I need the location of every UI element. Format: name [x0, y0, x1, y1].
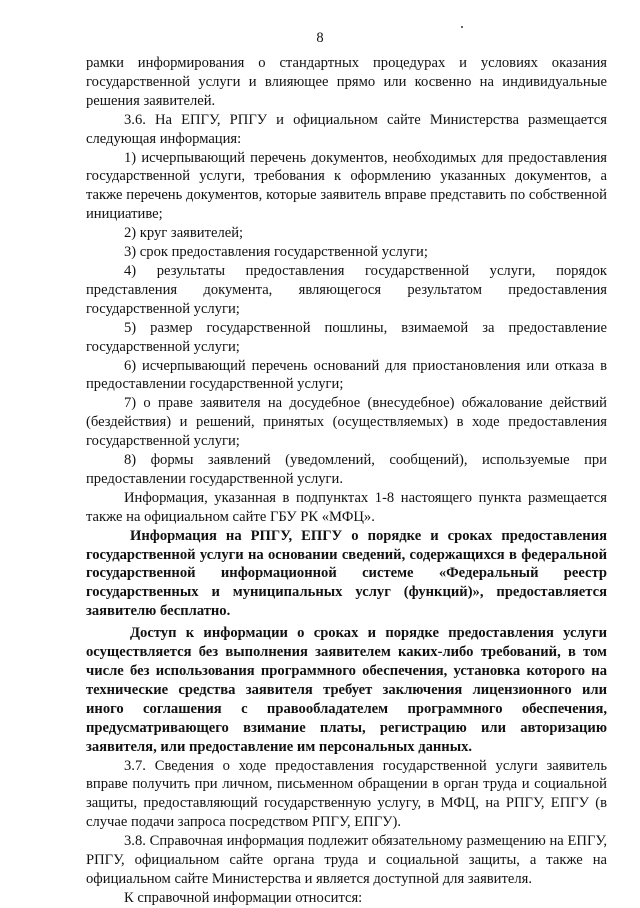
list-item-1: 1) исчерпывающий перечень документов, необходимых для предоставления государственной услуги, требования к оформлению указанных документов, а также перечень документов, которые заявитель вправе представить по собственной инициативе; [86, 149, 607, 223]
list-item-3: 3) срок предоставления государственной услуги; [124, 244, 428, 261]
document-body [86, 30, 607, 908]
paragraph-access-info: Доступ к информации о сроках и порядке предоставления услуги осуществляется без выполнения заявителем каких-либо требований, в том числе без использования программного обеспечения, установка которого на технические средства заявителя требует заключения лицензионного или иного соглашения с правообладателем программного обеспечения, предусматривающего взимание платы, регистрацию или авторизацию заявителя, или предоставление им персональных данных. [86, 625, 607, 755]
paragraph-3-6: 3.6. На ЕПГУ, РПГУ и официальном сайте Министерства размещается следующая информация: [86, 111, 607, 147]
paragraph-reference-info: К справочной информации относится: [124, 889, 363, 906]
list-item-8: 8) формы заявлений (уведомлений, сообщений), используемые при предоставлении государственной услуги. [86, 452, 607, 487]
list-item-4: 4) результаты предоставления государственной услуги, порядок представления документа, являющегося результатом предоставления государственной услуги; [86, 262, 607, 317]
scan-speck [461, 26, 463, 28]
paragraph-3-8: 3.8. Справочная информация подлежит обязательному размещению на ЕПГУ, РПГУ, официальном сайте органа труда и социальной защиты, а также на официальном сайте Министерства и является доступной для заявителя. [86, 833, 607, 887]
paragraph-mfc-info: Информация, указанная в подпунктах 1-8 настоящего пункта размещается также на официальном сайте ГБУ РК «МФЦ». [86, 489, 607, 525]
paragraph-3-7: 3.7. Сведения о ходе предоставления государственной услуги заявитель вправе получить при личном, письменном обращении в орган труда и социальной защиты, предоставляющий государственную услугу, в МФЦ, на РПГУ, ЕПГУ (в случае подачи запроса посредством РПГУ, ЕПГУ). [86, 757, 607, 831]
paragraph-free-info: Информация на РПГУ, ЕПГУ о порядке и сроках предоставления государственной услуги на основании сведений, содержащихся в федеральной государственной информационной системе «Федеральный реестр государственных и муниципальных услуг (функций)», предоставляется заявителю бесплатно. [86, 527, 607, 620]
list-item-7: 7) о праве заявителя на досудебное (внесудебное) обжалование действий (бездействия) и решений, принятых (осуществляемых) в ходе предоставления государственной услуги; [86, 395, 607, 450]
list-item-6: 6) исчерпывающий перечень оснований для приостановления или отказа в предоставлении государственной услуги; [86, 357, 607, 393]
paragraph-continuation: рамки информирования о стандартных процедурах и условиях оказания государственной услуги и влияющее прямо или косвенно на индивидуальные решения заявителей. [86, 55, 607, 109]
list-item-2: 2) круг заявителей; [124, 225, 244, 242]
page-number: 8 [316, 30, 324, 46]
list-item-5: 5) размер государственной пошлины, взимаемой за предоставление государственной услуги; [86, 319, 607, 355]
